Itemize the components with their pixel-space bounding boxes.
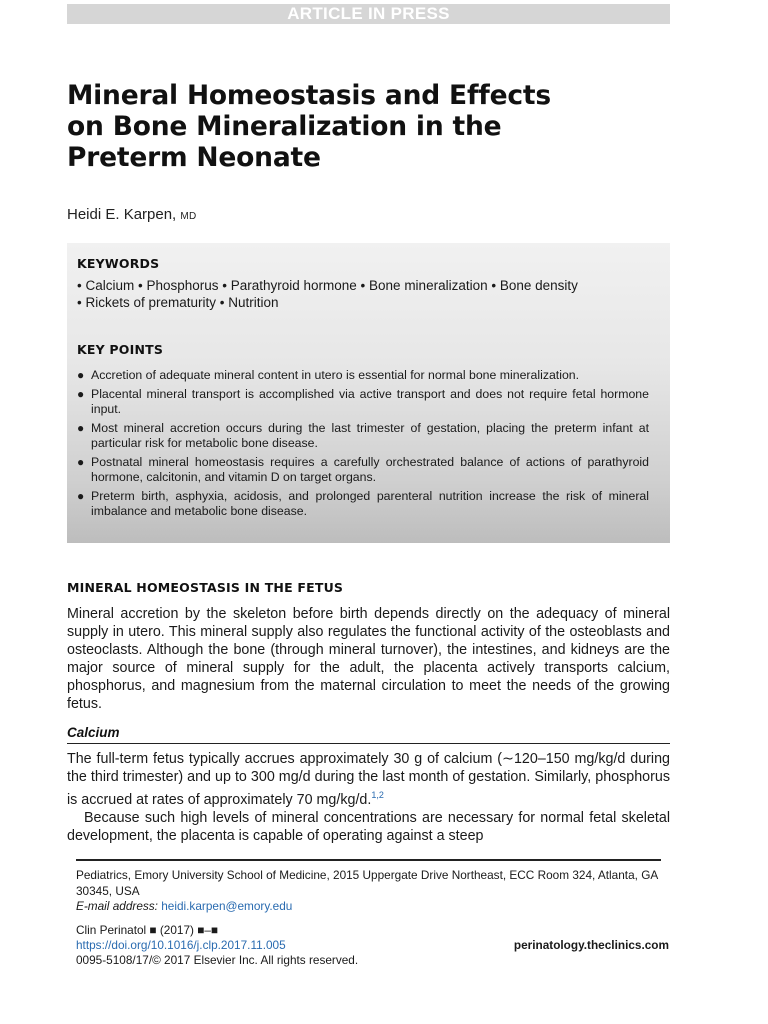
email-label: E-mail address: [76, 899, 158, 913]
article-title [67, 80, 627, 173]
keywords-heading: KEYWORDS [77, 256, 160, 271]
keywords-line-2: • Rickets of prematurity • Nutrition [77, 295, 279, 310]
section-heading: MINERAL HOMEOSTASIS IN THE FETUS [67, 580, 344, 595]
key-point-item: ● Placental mineral transport is accomplished via active transport and does not require fetal hormone input. [77, 387, 649, 416]
title-line-3: Preterm Neonate [67, 142, 321, 173]
key-point-text: Placental mineral transport is accomplished via active transport and does not require fetal hormone input. [91, 387, 649, 416]
reference-superscript[interactable]: 1,2 [371, 790, 384, 800]
doi-link-text[interactable]: https://doi.org/10.1016/j.clp.2017.11.005 [76, 938, 286, 952]
key-point-text: Postnatal mineral homeostasis requires a carefully orchestrated balance of actions of parathyroid hormone, calcitonin, and vitamin D on target organs. [91, 455, 649, 484]
key-point-text: Preterm birth, asphyxia, acidosis, and prolonged parenteral nutrition increase the risk of mineral imbalance and metabolic bone disease. [91, 489, 649, 518]
key-point-item: ● Postnatal mineral homeostasis requires a carefully orchestrated balance of actions of parathyroid hormone, calcitonin, and vitamin D on target organs. [77, 455, 649, 484]
section-paragraph: Mineral accretion by the skeleton before birth depends directly on the adequacy of mineral supply in utero. This mineral supply also regulates the functional activity of the osteoblasts and osteoclasts. Although the bone (through mineral turnover), the intestines, and kidneys are the major source of mineral supply for the adult, the placenta actively transports calcium, phosphorus, and magnesium from the maternal circulation to meet the needs of the growing fetus. [67, 606, 670, 712]
article-in-press-banner: ARTICLE IN PRESS [67, 4, 670, 24]
copyright: 0095-5108/17/© 2017 Elsevier Inc. All rights reserved. [76, 953, 359, 967]
doi-link[interactable] [76, 938, 286, 954]
title-line-2: on Bone Mineralization in the [67, 111, 502, 142]
journal-website[interactable]: perinatology.theclinics.com [513, 938, 669, 952]
key-point-item: ● Preterm birth, asphyxia, acidosis, and prolonged parenteral nutrition increase the risk of mineral imbalance and metabolic bone disease. [77, 489, 649, 518]
key-point-text: Most mineral accretion occurs during the last trimester of gestation, placing the preterm infant at particular risk for metabolic bone disease. [91, 421, 649, 450]
affiliation: Pediatrics, Emory University School of Medicine, 2015 Uppergate Drive Northeast, ECC Room 324, Atlanta, GA 30345, USA [76, 868, 658, 898]
keywords-line-1: • Calcium • Phosphorus • Parathyroid hormone • Bone mineralization • Bone density [77, 278, 578, 293]
calcium-subheading: Calcium [67, 725, 670, 744]
footer-divider [76, 859, 661, 861]
email-line [76, 899, 292, 915]
citation: Clin Perinatol ■ (2017) ■–■ [76, 923, 219, 937]
calcium-paragraph [67, 750, 670, 845]
author-name: Heidi E. Karpen, [67, 206, 177, 223]
key-point-text: Accretion of adequate mineral content in utero is essential for normal bone mineralization. [91, 368, 580, 382]
calcium-para2-text: Because such high levels of mineral concentrations are necessary for normal fetal skeletal development, the placenta is capable of operating against a steep [67, 809, 670, 844]
title-line-1: Mineral Homeostasis and Effects [67, 80, 551, 111]
key-points-list [77, 368, 649, 523]
keywords-keypoints-box [67, 243, 670, 543]
key-points-heading: KEY POINTS [77, 342, 164, 357]
email-link[interactable]: heidi.karpen@emory.edu [161, 899, 293, 913]
key-point-item: ● Accretion of adequate mineral content in utero is essential for normal bone mineralization. [77, 368, 580, 382]
author-line [67, 206, 197, 223]
calcium-para1-text: The full-term fetus typically accrues approximately 30 g of calcium (∼120–150 mg/kg/d during the third trimester) and up to 300 mg/d during the last month of gestation. Similarly, phosphorus is accrued at rates of approximately 70 mg/kg/d. [67, 751, 670, 808]
author-degree: MD [180, 211, 197, 222]
key-point-item: ● Most mineral accretion occurs during the last trimester of gestation, placing the preterm infant at particular risk for metabolic bone disease. [77, 421, 649, 450]
